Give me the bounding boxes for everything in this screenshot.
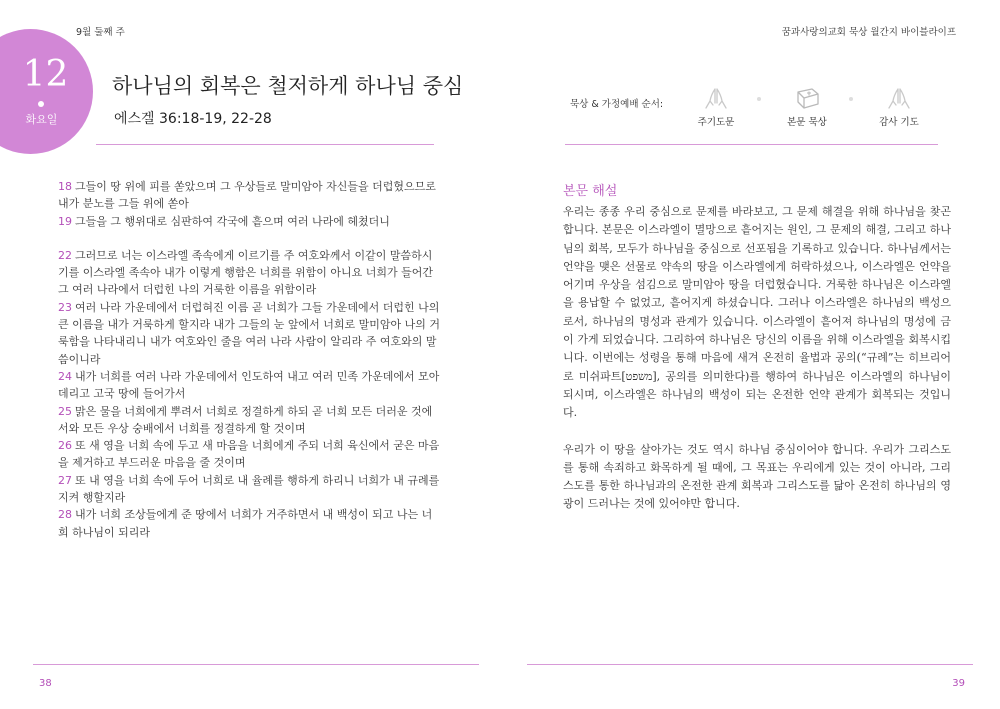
- worship-step-label: 주기도문: [697, 117, 735, 128]
- verse-number: 18: [58, 180, 72, 193]
- verse-number: 19: [58, 214, 72, 228]
- title-divider-left: [96, 144, 434, 145]
- commentary-paragraph: 우리는 종종 우리 중심으로 문제를 바라보고, 그 문제 해결을 위해 하나님을 찾곤 합니다. 본문은 이스라엘이 멸망으로 흩어지는 원인, 그 문제의 해결, 그리고 하나님의 회복, 모두가 하나님을 중심으로 선포됨을 기록하고 있습니다. 하나님께서는 언약을 맺은 선물로 약속의 땅을 이스라엘에게 허락하셨으나, 이스라엘은 언약을 어기며 우상을 섬김으로 말미암아 땅을 더럽혔습니다. 거룩한 하나님은 이스라엘을 용납할 수 없었고, 흩어지게 하셨습니다. 그러나 이스라엘은 하나님의 백성으로서, 하나님의 명성과 관계가 있습니다. 이스라엘이 흩어져 하나님의 명성에 금이 가게 되었습니다. 그리하여 하나님은 당신의 이름을 위해 이스라엘을 회복시킵니다. 이번에는 성령을 통해 마음에 새겨 온전히 율법과 공의(“규례”는 히브리어로 미쉬파트[משפט], 공의를 의미한다)를 행하여 하나님은 이스라엘의 하나님이 되시며, 이스라엘은 하나님의 백성이 되는 온전한 언약 관계가 회복되는 것입니다.: [563, 205, 951, 420]
- verse-number: 28: [58, 508, 72, 522]
- scripture-reference: 에스겔 36:18-19, 22-28: [114, 111, 272, 127]
- worship-step-lords-prayer: [676, 86, 756, 128]
- verse-number: 27: [58, 473, 72, 487]
- verse-number: 24: [58, 369, 72, 383]
- verse: [58, 437, 440, 472]
- worship-step-thanks-prayer: [859, 86, 939, 128]
- verse-text: 내가 너희를 여러 나라 가운데에서 인도하여 내고 여러 민족 가운데에서 모아 데리고 고국 땅에 들어가서: [58, 369, 440, 401]
- bible-icon: [792, 86, 822, 112]
- verse-text: 그러므로 너는 이스라엘 족속에게 이르기를 주 여호와께서 이같이 말씀하시기를 이스라엘 족속아 내가 이렇게 행함은 너희를 위함이 아니요 너희가 들어간 그 여러 나라에서 더럽힌 나의 거룩한 이름을 위함이라: [58, 248, 433, 297]
- title-divider-right: [565, 144, 938, 145]
- commentary-body: [563, 203, 951, 514]
- running-header-right: 꿈과사랑의교회 묵상 월간지 바이블라이프: [781, 27, 956, 38]
- verse-number: 23: [58, 300, 72, 314]
- day-number: 12: [22, 54, 69, 95]
- day-weekday: 화요일: [25, 113, 58, 126]
- footer-divider-right: [527, 664, 973, 665]
- verse: [58, 368, 440, 403]
- day-badge: [0, 29, 93, 154]
- step-separator-dot: [849, 97, 853, 101]
- verse: [58, 472, 440, 507]
- worship-order-label: 묵상 & 가정예배 순서:: [570, 99, 664, 110]
- worship-step-label: 감사 기도: [879, 117, 919, 128]
- verse-text: 그들을 그 행위대로 심판하여 각국에 흩으며 여러 나라에 헤쳤더니: [75, 214, 390, 228]
- commentary-paragraph: 우리가 이 땅을 살아가는 것도 역시 하나님 중심이어야 합니다. 우리가 그리스도를 통해 속죄하고 화목하게 될 때에, 그 목표는 우리에게 있는 것이 아니라, 그리스도를 통한 하나님과의 온전한 관계 회복과 그리스도를 닮아 온전히 하나님의 영광이 드러나는 것에 있어야만 합니다.: [563, 442, 951, 511]
- verse-text: 여러 나라 가운데에서 더럽혀진 이름 곧 너희가 그들 가운데에서 더럽힌 나의 큰 이름을 내가 거룩하게 할지라 내가 그들의 눈 앞에서 너희로 말미암아 나의 거룩함을 나타내리니 내가 여호와인 줄을 여러 나라 사람이 알리라 주 여호와의 말씀이니라: [58, 300, 440, 366]
- verse-number: 22: [58, 248, 72, 262]
- verse-number: 25: [58, 404, 72, 418]
- praying-hands-icon: [884, 86, 914, 112]
- verse-text: 내가 너희 조상들에게 준 땅에서 너희가 거주하면서 내 백성이 되고 나는 너희 하나님이 되리라: [58, 508, 433, 539]
- scripture-text: [58, 178, 440, 541]
- footer-divider-left: [33, 664, 479, 665]
- praying-hands-icon: [701, 86, 731, 112]
- verse-text: 그들이 땅 위에 피를 쏟았으며 그 우상들로 말미암아 자신들을 더럽혔으므로 내가 분노를 그들 위에 쏟아: [58, 180, 436, 211]
- verse-text: 또 새 영을 너희 속에 두고 새 마음을 너희에게 주되 너희 육신에서 굳은 마음을 제거하고 부드러운 마음을 줄 것이며: [58, 439, 440, 470]
- verse-gap: [58, 230, 440, 247]
- verse: [58, 403, 440, 438]
- verse: [58, 506, 440, 541]
- page-number-left: 38: [39, 678, 52, 689]
- worship-step-label: 본문 묵상: [787, 117, 827, 128]
- verse-number: 26: [58, 439, 72, 453]
- page-title: 하나님의 회복은 철저하게 하나님 중심: [112, 74, 464, 98]
- day-dot: [38, 101, 44, 107]
- step-separator-dot: [757, 97, 761, 101]
- verse-text: 또 내 영을 너희 속에 두어 너희로 내 율례를 행하게 하리니 너희가 내 규례를 지켜 행할지라: [58, 473, 440, 505]
- page-number-right: 39: [952, 678, 965, 689]
- verse: [58, 299, 440, 368]
- running-header-left: 9월 둘째 주: [76, 27, 125, 38]
- verse-text: 맑은 물을 너희에게 뿌려서 너희로 정결하게 하되 곧 너희 모든 더러운 것에서와 모든 우상 숭배에서 너희를 정결하게 할 것이며: [58, 404, 433, 435]
- worship-step-meditation: [767, 86, 847, 128]
- commentary-heading: 본문 해설: [563, 184, 618, 199]
- verse: [58, 213, 440, 230]
- verse: [58, 247, 440, 299]
- verse: [58, 178, 440, 213]
